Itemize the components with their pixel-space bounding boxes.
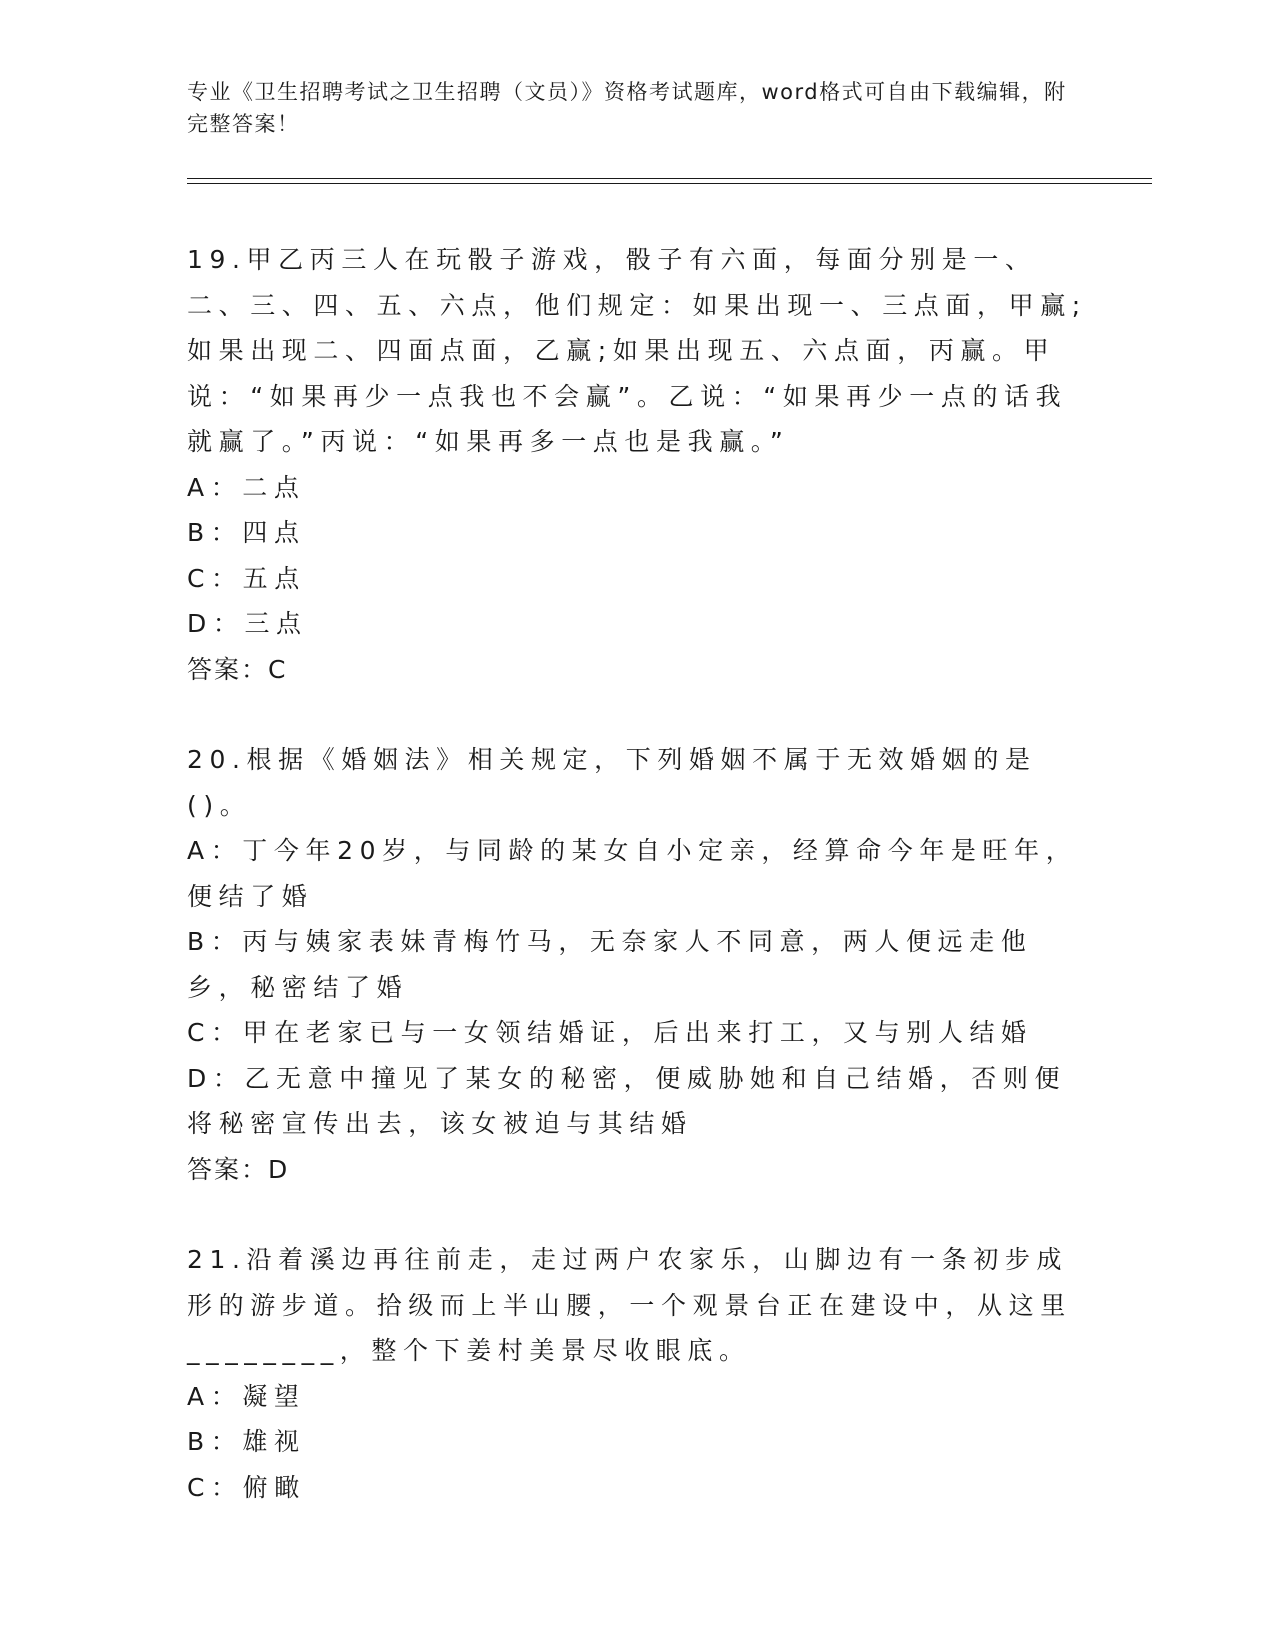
option-c: C：俯瞰 bbox=[187, 1472, 306, 1502]
question-21 bbox=[187, 1237, 1087, 1510]
document-header: 专业《卫生招聘考试之卫生招聘（文员）》资格考试题库，word格式可自由下载编辑，附完整答案！ bbox=[187, 80, 1067, 136]
answer: 答案：D bbox=[187, 1154, 290, 1184]
question-19 bbox=[187, 237, 1087, 692]
answer: 答案：C bbox=[187, 654, 288, 684]
option-a: A：二点 bbox=[187, 472, 306, 502]
option-a: A：丁今年20岁，与同龄的某女自小定亲，经算命今年是旺年，便结了婚 bbox=[187, 836, 1078, 911]
option-b: B：雄视 bbox=[187, 1427, 306, 1456]
option-d: D：乙无意中撞见了某女的秘密，便威胁她和自己结婚，否则便将秘密宣传出去，该女被迫与其结婚 bbox=[187, 1063, 1067, 1138]
option-b: B：丙与姨家表妹青梅竹马，无奈家人不同意，两人便远走他乡，秘密结了婚 bbox=[187, 927, 1033, 1002]
header-divider-top bbox=[187, 178, 1152, 179]
option-b: B：四点 bbox=[187, 518, 306, 547]
question-stem: 21.沿着溪边再往前走，走过两户农家乐，山脚边有一条初步成形的游步道。拾级而上半山腰，一个观景台正在建设中，从这里________，整个下姜村美景尽收眼底。 bbox=[187, 1245, 1072, 1365]
question-list bbox=[187, 237, 1087, 1510]
question-20 bbox=[187, 737, 1087, 1192]
question-stem: 19.甲乙丙三人在玩骰子游戏，骰子有六面，每面分别是一、二、三、四、五、六点，他们规定：如果出现一、三点面，甲赢;如果出现二、四面点面，乙赢;如果出现五、六点面，丙赢。甲说：“如果再少一点我也不会赢”。乙说：“如果再少一点的话我就赢了。”丙说：“如果再多一点也是我赢。” bbox=[187, 245, 1087, 456]
option-a: A：凝望 bbox=[187, 1381, 306, 1411]
header-divider-bottom bbox=[187, 183, 1152, 184]
option-c: C：五点 bbox=[187, 563, 306, 593]
option-c: C：甲在老家已与一女领结婚证，后出来打工，又与别人结婚 bbox=[187, 1018, 1033, 1047]
option-d: D：三点 bbox=[187, 609, 308, 638]
question-stem: 20.根据《婚姻法》相关规定，下列婚姻不属于无效婚姻的是()。 bbox=[187, 745, 1037, 820]
